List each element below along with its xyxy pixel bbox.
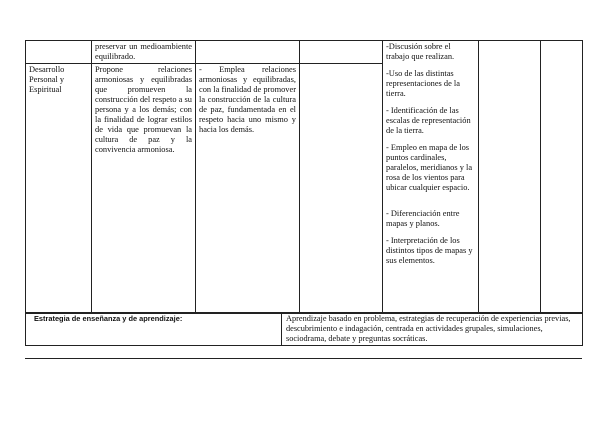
table-row — [26, 313, 583, 346]
area-cell: Desarrollo Personal y Espiritual — [26, 64, 92, 314]
indicator-item: -Uso de las distintas representaciones de la tierra. — [386, 69, 460, 98]
table-row — [26, 41, 583, 64]
strategy-value: Aprendizaje basado en problema, estrategias de recuperación de experiencias previas, descubrimiento e indagación, centrada en actividades grupales, simulaciones, sociodrama, debate y preguntas socráticas. — [282, 313, 583, 346]
strategy-label — [26, 313, 282, 346]
indicator-item: - Diferenciación entre mapas y planos. — [386, 209, 460, 228]
strategy-table — [25, 312, 583, 346]
indicator-item: - Interpretación de los distintos tipos de mapas y sus elementos. — [386, 236, 473, 265]
indicator-item: - Empleo en mapa de los puntos cardinales, paralelos, meridianos y la rosa de los vientos para ubicar cualquier espacio. — [386, 143, 473, 192]
table-cell — [300, 41, 383, 64]
strategy-label-text: Estrategia de enseñanza y de aprendizaje: — [34, 314, 183, 323]
indicator-item: - Identificación de las escalas de representación de la tierra. — [386, 106, 471, 135]
indicators-cell — [383, 41, 479, 314]
competence-continuation: preservar un medioambiente equilibrado. — [92, 41, 196, 64]
table-cell — [300, 64, 383, 314]
table-cell — [26, 41, 92, 64]
divider — [25, 358, 582, 359]
curriculum-table — [25, 40, 583, 314]
table-cell — [541, 41, 583, 314]
competence-cell: Propone relaciones armoniosas y equilibradas que promueven la construcción del respeto a su persona y a los demás; con la finalidad de lograr estilos de vida que promuevan la cultura de paz y la convivencia armoniosa. — [92, 64, 196, 314]
table-cell — [196, 41, 300, 64]
capacity-cell: - Emplea relaciones armoniosas y equilibradas, con la finalidad de promover la construcción de la cultura de paz, fundamentada en el respeto hacia uno mismo y hacia los demás. — [196, 64, 300, 314]
indicator-item: -Discusión sobre el trabajo que realizan. — [386, 42, 455, 61]
table-cell — [479, 41, 541, 314]
